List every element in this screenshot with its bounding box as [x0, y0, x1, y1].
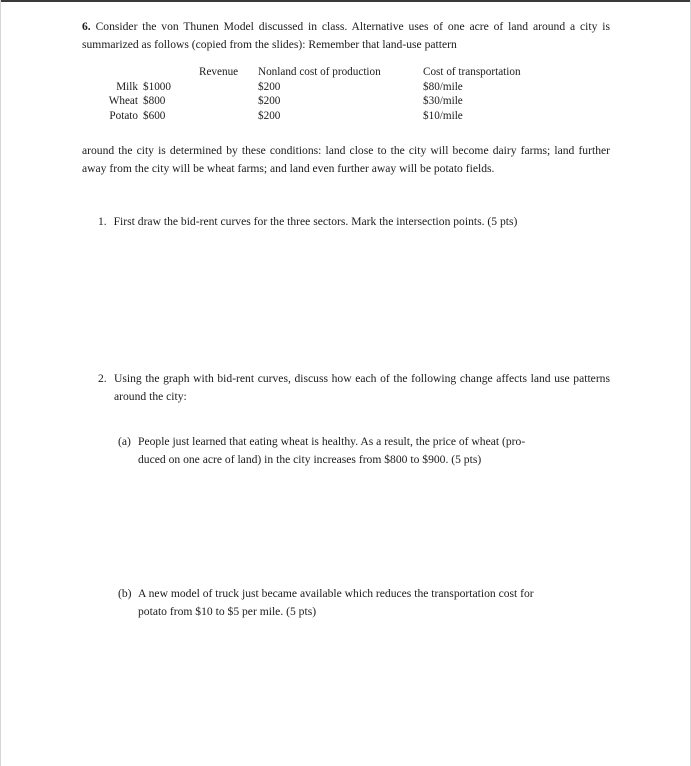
subpart-a	[118, 433, 610, 468]
row-transport: $30/mile	[423, 95, 463, 108]
row-revenue: $600	[143, 109, 166, 122]
subpart-b	[118, 585, 610, 620]
header-nonland-cost: Nonland cost of production	[258, 66, 381, 78]
row-cost: $200	[258, 95, 281, 108]
subpart-label: (a)	[118, 435, 131, 448]
row-cost: $200	[258, 80, 281, 93]
part-2	[98, 370, 610, 405]
row-revenue: $800	[143, 95, 166, 108]
subpart-line: People just learned that eating wheat is healthy. As a result, the price of wheat (pro-	[138, 435, 526, 448]
part-number: 2.	[98, 372, 107, 385]
part-1	[98, 213, 608, 231]
part-text: Using the graph with bid-rent curves, discuss how each of the following change affects land use patterns around the city:	[114, 372, 610, 403]
header-transport-cost: Cost of transportation	[423, 66, 521, 78]
subpart-line: A new model of truck just became available which reduces the transportation cost for	[138, 587, 534, 600]
row-name: Wheat	[108, 95, 138, 108]
subpart-line: potato from $10 to $5 per mile. (5 pts)	[138, 604, 317, 618]
part-text: First draw the bid-rent curves for the three sectors. Mark the intersection points. (5 pts)	[113, 215, 518, 228]
row-transport: $10/mile	[423, 109, 463, 122]
question-intro	[82, 18, 610, 53]
subpart-line: duced on one acre of land) in the city increases from $800 to $900. (5 pts)	[138, 452, 482, 466]
part-number: 1.	[98, 215, 107, 228]
row-transport: $80/mile	[423, 80, 463, 93]
question-intro-text: Consider the von Thunen Model discussed in class. Alternative uses of one acre of land around a city is summarized as follows (copied from the slides): Remember that land-use pattern	[82, 20, 610, 51]
row-cost: $200	[258, 109, 281, 122]
question-continuation: around the city is determined by these conditions: land close to the city will become dairy farms; land further away from the city will be wheat farms; and land even further away will be potato fields.	[82, 144, 610, 175]
row-name: Milk	[116, 80, 138, 93]
row-revenue: $1000	[143, 80, 171, 93]
question-number: 6.	[82, 20, 91, 33]
row-name: Potato	[109, 109, 138, 122]
header-revenue: Revenue	[199, 66, 239, 78]
subpart-label: (b)	[118, 587, 132, 600]
